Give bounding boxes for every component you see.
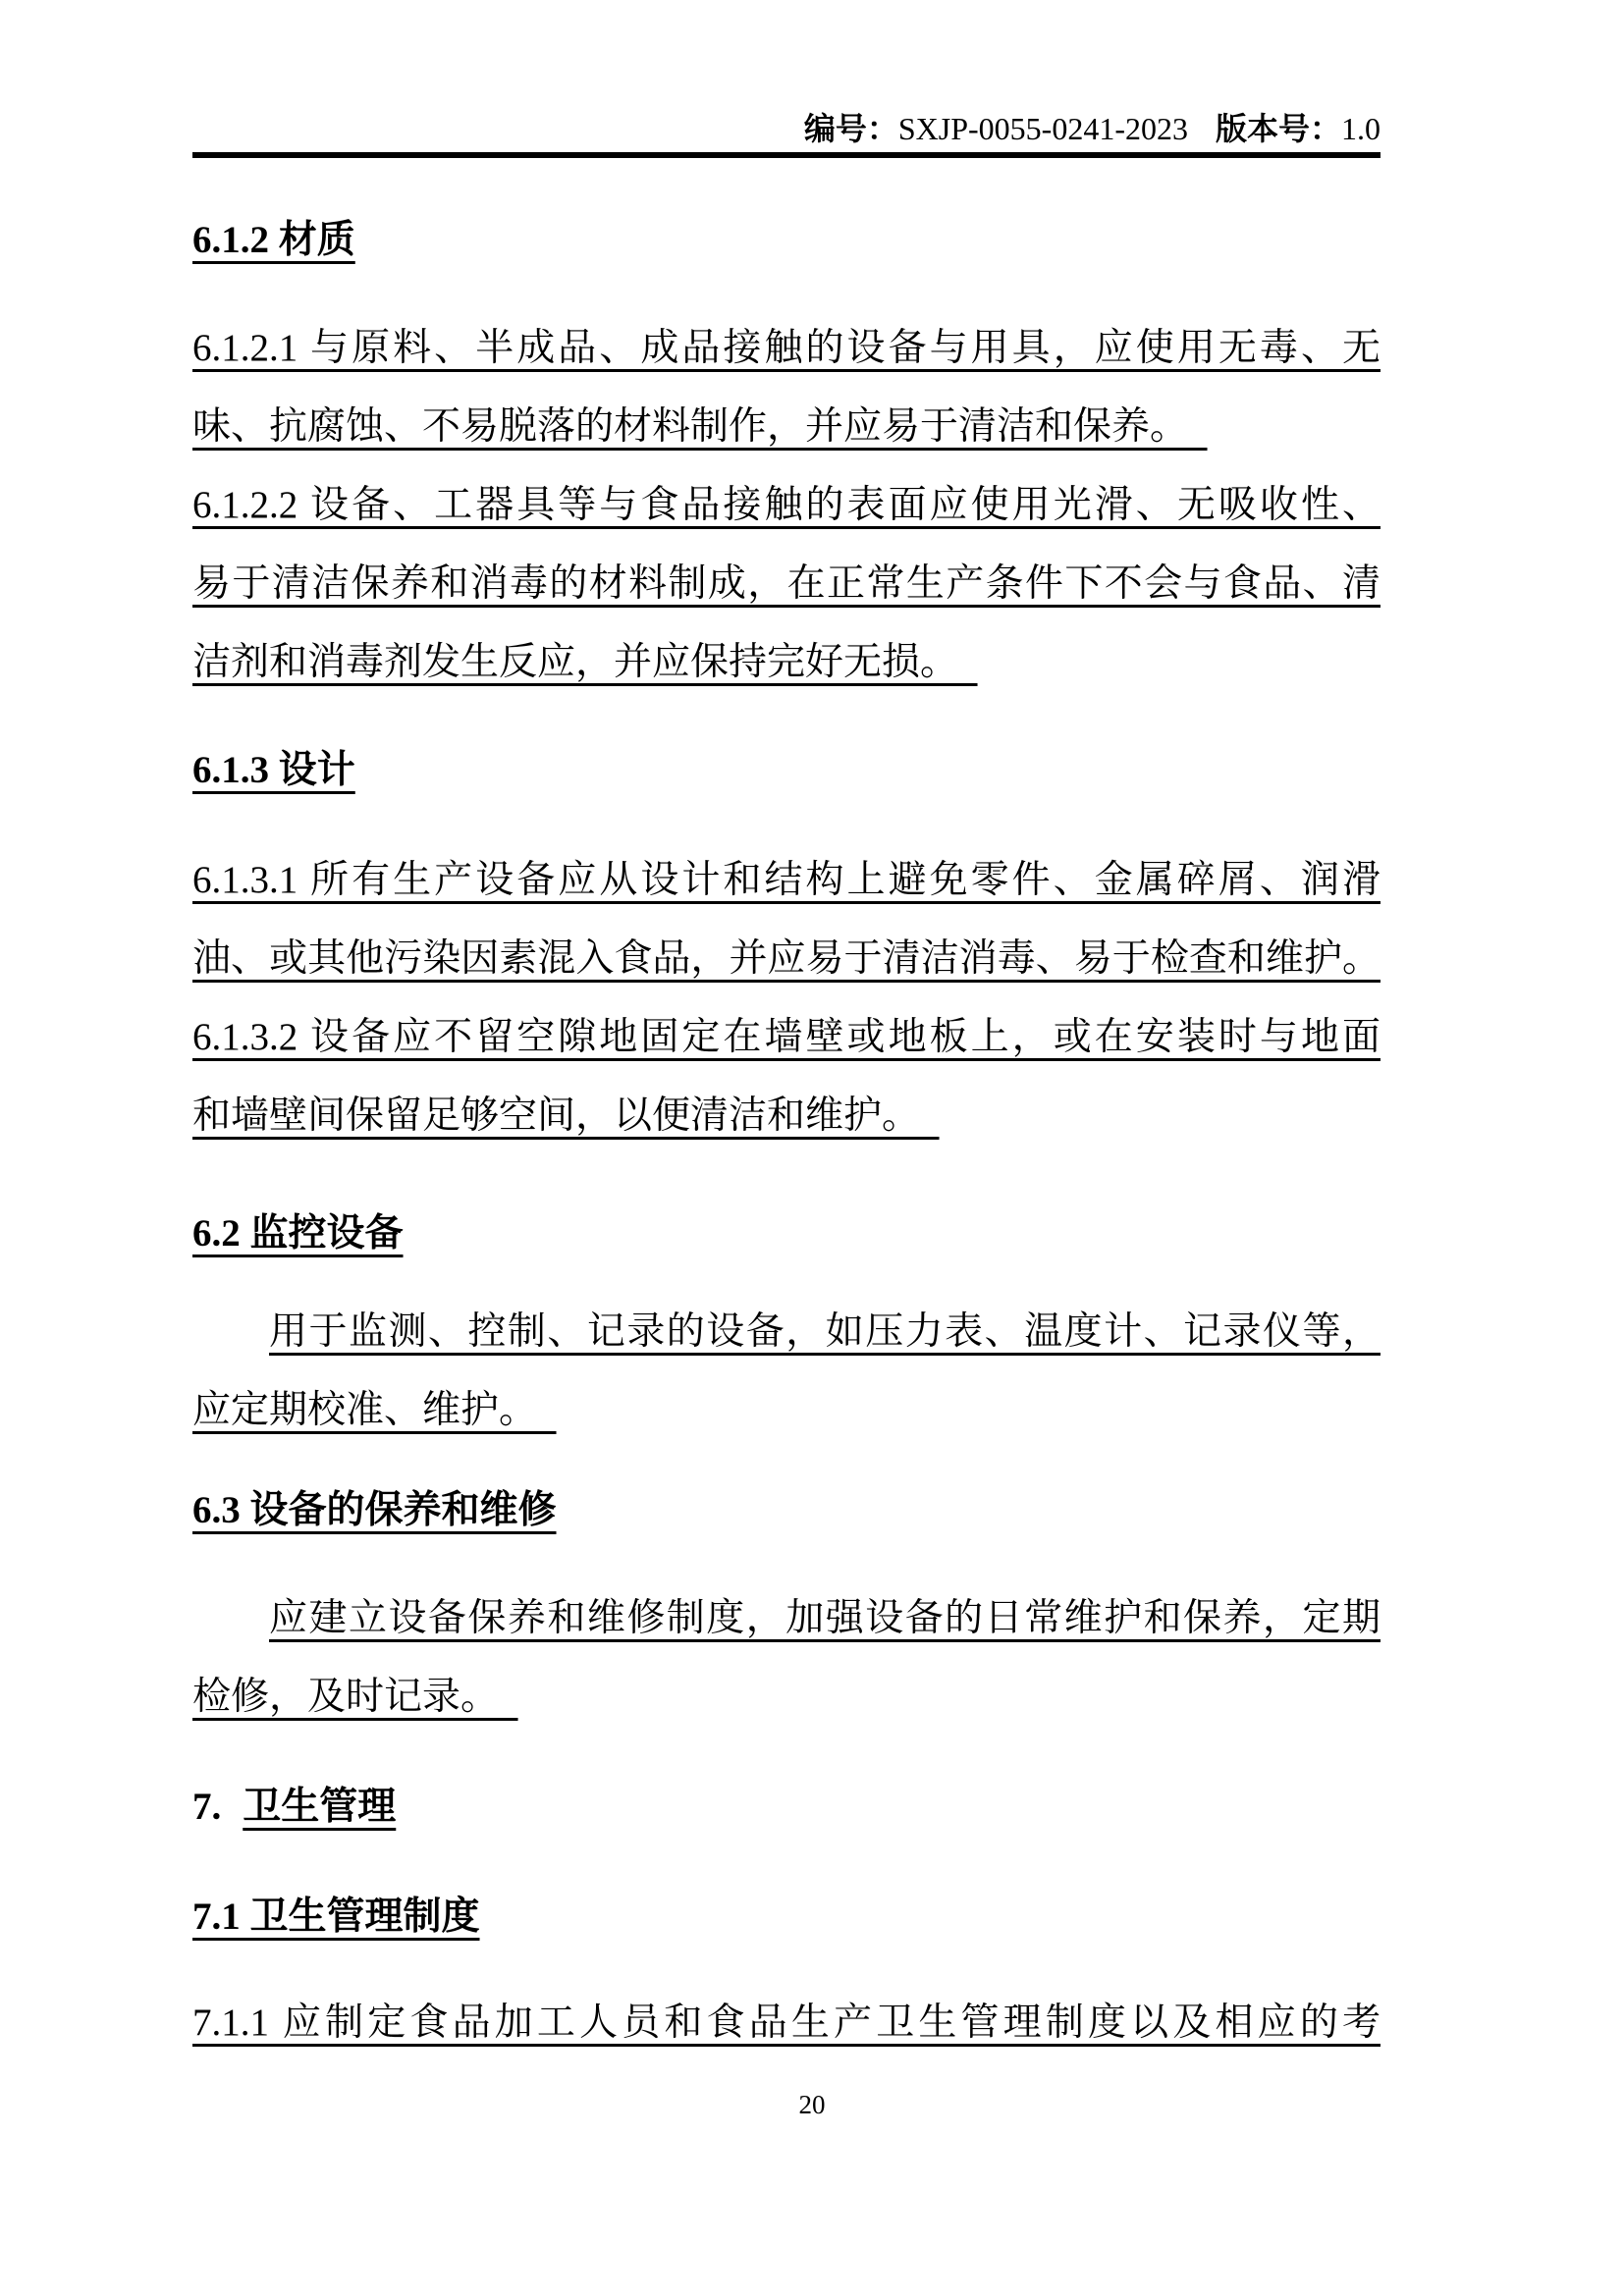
body-text: 油、或其他污染因素混入食品，并应易于清洁消毒、易于检查和维护。 <box>192 937 1380 980</box>
paragraph-line <box>192 858 1380 903</box>
doc-number-label: 编号： <box>803 111 898 146</box>
page-number: 20 <box>798 2090 826 2119</box>
heading-7 <box>192 1785 1380 1830</box>
page-header <box>192 110 1380 147</box>
heading-text: 6.3 设备的保养和维修 <box>192 1489 557 1531</box>
heading-text: 6.1.2 材质 <box>192 219 355 261</box>
body-text: 洁剂和消毒剂发生反应，并应保持完好无损。 <box>192 641 940 683</box>
version-label: 版本号： <box>1215 111 1341 146</box>
body-text: 6.1.2.1 与原料、半成品、成品接触的设备与用具，应使用无毒、无 <box>192 327 1380 369</box>
paragraph-line <box>192 2001 1380 2046</box>
body-text: 6.1.3.2 设备应不留空隙地固定在墙壁或地板上，或在安装时与地面 <box>192 1016 1380 1058</box>
paragraph-line <box>192 561 1380 607</box>
heading-text: 7.1 卫生管理制度 <box>192 1896 480 1938</box>
heading-6-2 <box>192 1211 1380 1256</box>
paragraph-line <box>192 1015 1380 1060</box>
paragraph-line <box>192 1596 1380 1641</box>
paragraph-line <box>192 1388 1380 1433</box>
body-text: 应建立设备保养和维修制度，加强设备的日常维护和保养，定期 <box>269 1597 1380 1639</box>
heading-text: 卫生管理 <box>243 1786 397 1828</box>
body-text: 应定期校准、维护。 <box>192 1389 518 1431</box>
heading-number: 7. <box>192 1786 222 1828</box>
paragraph-line <box>192 483 1380 528</box>
heading-6-1-2 <box>192 218 1380 263</box>
body-text: 6.1.2.2 设备、工器具等与食品接触的表面应使用光滑、无吸收性、 <box>192 484 1380 526</box>
heading-text: 6.1.3 设计 <box>192 749 355 791</box>
doc-number-value: SXJP-0055-0241-2023 <box>897 111 1188 146</box>
version-value: 1.0 <box>1341 111 1380 146</box>
paragraph-line <box>192 1675 1380 1720</box>
heading-6-1-3 <box>192 748 1380 793</box>
heading-7-1 <box>192 1895 1380 1940</box>
paragraph-line <box>192 936 1380 982</box>
heading-text: 6.2 监控设备 <box>192 1212 404 1255</box>
body-text: 检修，及时记录。 <box>192 1676 480 1718</box>
body-text: 6.1.3.1 所有生产设备应从设计和结构上避免零件、金属碎屑、润滑 <box>192 859 1380 901</box>
heading-6-3 <box>192 1488 1380 1533</box>
paragraph-line <box>192 640 1380 685</box>
body-text: 易于清洁保养和消毒的材料制成，在正常生产条件下不会与食品、清 <box>192 562 1380 605</box>
body-text: 用于监测、控制、记录的设备，如压力表、温度计、记录仪等， <box>269 1310 1380 1353</box>
body-text: 和墙壁间保留足够空间，以便清洁和维护。 <box>192 1095 901 1137</box>
header-divider <box>192 152 1380 158</box>
body-text: 味、抗腐蚀、不易脱落的材料制作，并应易于清洁和保养。 <box>192 405 1169 448</box>
paragraph-line <box>192 326 1380 371</box>
paragraph-line <box>192 1309 1380 1355</box>
body-text: 7.1.1 应制定食品加工人员和食品生产卫生管理制度以及相应的考 <box>192 2002 1380 2044</box>
paragraph-line <box>192 1094 1380 1139</box>
paragraph-line <box>192 404 1380 450</box>
